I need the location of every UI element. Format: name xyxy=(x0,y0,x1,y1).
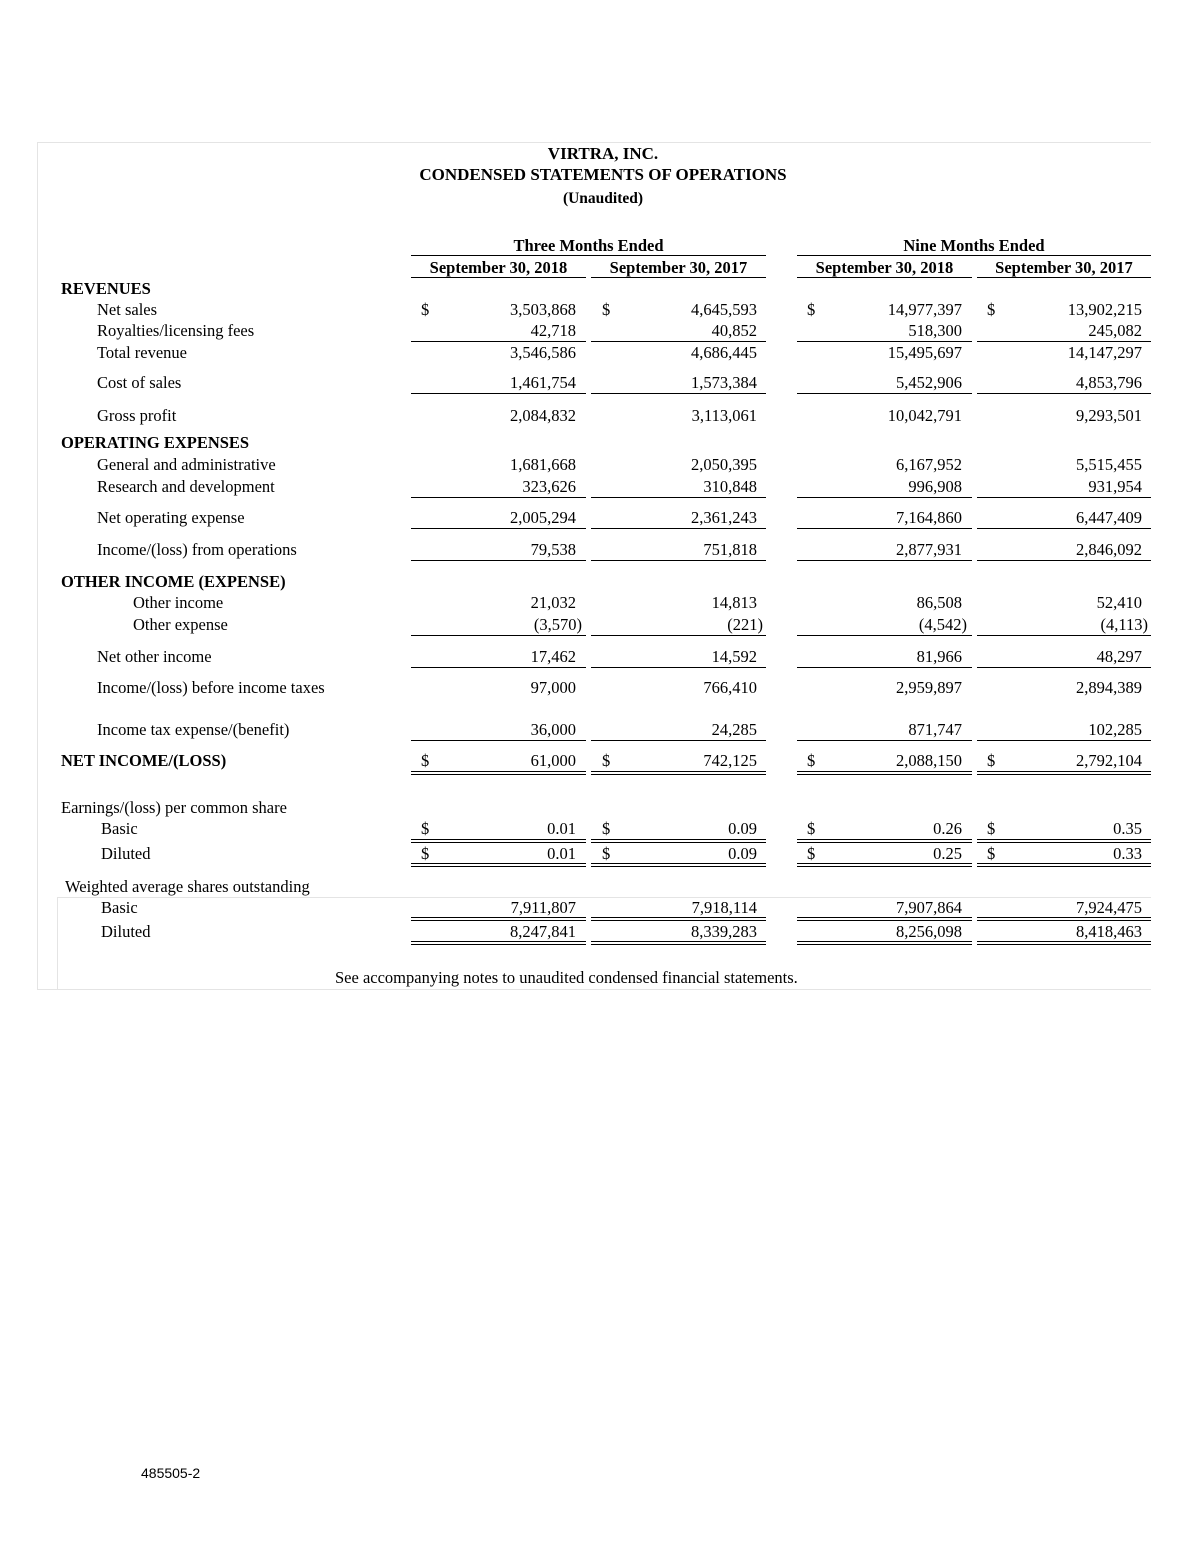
value-gross-profit-3m-2018: 2,084,832 xyxy=(510,406,576,425)
label-shares-title: Weighted average shares outstanding xyxy=(65,877,310,896)
value-cost-of-sales-3m-2018: 1,461,754 xyxy=(510,373,576,392)
value-other-income-3m-2017: 14,813 xyxy=(711,593,757,612)
value-gross-profit-3m-2017: 3,113,061 xyxy=(691,406,757,425)
value-ga-3m-2017: 2,050,395 xyxy=(691,455,757,474)
unaudited-note: (Unaudited) xyxy=(562,190,644,207)
value-net-opex-3m-2018: 2,005,294 xyxy=(510,508,576,527)
nine-months-header: Nine Months Ended xyxy=(903,236,1045,255)
dollar-sign: $ xyxy=(807,844,816,863)
value-other-income-3m-2018: 21,032 xyxy=(530,593,576,612)
value-shares-diluted-9m-2018: 8,256,098 xyxy=(896,922,962,941)
rule-shares-basic-3 xyxy=(797,917,972,921)
value-total-revenue-9m-2018: 15,495,697 xyxy=(887,343,962,362)
rule-royalties-1 xyxy=(411,341,586,342)
value-tax-3m-2018: 36,000 xyxy=(530,720,576,739)
value-net-opex-9m-2017: 6,447,409 xyxy=(1076,508,1142,527)
value-tax-9m-2017: 102,285 xyxy=(1088,720,1142,739)
rule-other-4 xyxy=(977,635,1151,636)
rule-ops-2 xyxy=(591,560,766,561)
value-cost-of-sales-9m-2017: 4,853,796 xyxy=(1076,373,1142,392)
label-gross-profit: Gross profit xyxy=(97,406,177,425)
dollar-sign: $ xyxy=(421,819,430,838)
label-income-tax: Income tax expense/(benefit) xyxy=(97,720,290,739)
value-net-income-3m-2017: 742,125 xyxy=(703,751,757,770)
rule-netincome-1 xyxy=(411,771,586,775)
rule-tax-4 xyxy=(977,740,1151,741)
value-ga-3m-2018: 1,681,668 xyxy=(510,455,576,474)
three-months-header: Three Months Ended xyxy=(513,236,664,255)
dollar-sign: $ xyxy=(807,300,816,319)
dollar-sign: $ xyxy=(602,819,611,838)
label-royalties: Royalties/licensing fees xyxy=(97,321,255,340)
dollar-sign: $ xyxy=(987,751,996,770)
col-header-3m-2018: September 30, 2018 xyxy=(429,258,568,277)
rule-shares-diluted-2 xyxy=(591,941,766,945)
value-net-income-9m-2017: 2,792,104 xyxy=(1076,751,1142,770)
rule-eps-diluted-2 xyxy=(591,863,766,867)
dollar-sign: $ xyxy=(421,300,430,319)
rule-netother-1 xyxy=(411,667,586,668)
value-eps-diluted-3m-2017: 0.09 xyxy=(728,844,757,863)
rule-cost-2 xyxy=(591,393,766,394)
value-ops-income-9m-2017: 2,846,092 xyxy=(1076,540,1142,559)
col-header-rule-1 xyxy=(411,277,586,278)
value-other-expense-9m-2018: (4,542) xyxy=(918,615,967,634)
value-shares-diluted-3m-2018: 8,247,841 xyxy=(510,922,576,941)
rule-eps-diluted-4 xyxy=(977,863,1151,867)
rule-cost-3 xyxy=(797,393,972,394)
label-net-operating-expense: Net operating expense xyxy=(97,508,245,527)
rule-eps-diluted-1 xyxy=(411,863,586,867)
rule-tax-3 xyxy=(797,740,972,741)
label-eps-diluted: Diluted xyxy=(101,844,151,863)
label-other-expense: Other expense xyxy=(133,615,228,634)
value-net-other-3m-2017: 14,592 xyxy=(711,647,757,666)
value-ga-9m-2017: 5,515,455 xyxy=(1076,455,1142,474)
value-shares-diluted-9m-2017: 8,418,463 xyxy=(1076,922,1142,941)
dollar-sign: $ xyxy=(807,819,816,838)
rule-eps-diluted-3 xyxy=(797,863,972,867)
value-other-income-9m-2018: 86,508 xyxy=(916,593,962,612)
dollar-sign: $ xyxy=(602,844,611,863)
rule-eps-basic-2 xyxy=(591,839,766,843)
label-income-from-operations: Income/(loss) from operations xyxy=(97,540,297,559)
value-royalties-3m-2017: 40,852 xyxy=(711,321,757,340)
label-income-before-taxes: Income/(loss) before income taxes xyxy=(97,678,325,697)
rule-rd-4 xyxy=(977,497,1151,498)
rule-royalties-2 xyxy=(591,341,766,342)
value-shares-basic-9m-2018: 7,907,864 xyxy=(896,898,962,917)
three-months-rule xyxy=(411,255,766,256)
value-net-income-9m-2018: 2,088,150 xyxy=(896,751,962,770)
value-tax-9m-2018: 871,747 xyxy=(908,720,962,739)
rule-opex-3 xyxy=(797,528,972,529)
value-royalties-9m-2017: 245,082 xyxy=(1088,321,1142,340)
value-cost-of-sales-9m-2018: 5,452,906 xyxy=(896,373,962,392)
value-total-revenue-3m-2017: 4,686,445 xyxy=(691,343,757,362)
rule-netincome-3 xyxy=(797,771,972,775)
value-other-expense-3m-2017: (221) xyxy=(727,615,763,634)
dollar-sign: $ xyxy=(602,751,611,770)
value-pretax-3m-2018: 97,000 xyxy=(530,678,576,697)
value-rd-9m-2018: 996,908 xyxy=(908,477,962,496)
rule-rd-1 xyxy=(411,497,586,498)
label-research-dev: Research and development xyxy=(97,477,275,496)
value-net-sales-9m-2017: 13,902,215 xyxy=(1067,300,1142,319)
value-net-sales-9m-2018: 14,977,397 xyxy=(887,300,962,319)
rule-other-3 xyxy=(797,635,972,636)
col-header-9m-2017: September 30, 2017 xyxy=(995,258,1133,277)
rule-opex-1 xyxy=(411,528,586,529)
col-header-rule-2 xyxy=(591,277,766,278)
value-rd-3m-2018: 323,626 xyxy=(522,477,576,496)
col-header-9m-2018: September 30, 2018 xyxy=(815,258,954,277)
rule-netother-2 xyxy=(591,667,766,668)
value-shares-basic-3m-2018: 7,911,807 xyxy=(510,898,576,917)
col-header-3m-2017: September 30, 2017 xyxy=(609,258,748,277)
value-net-other-9m-2018: 81,966 xyxy=(916,647,962,666)
value-pretax-3m-2017: 766,410 xyxy=(703,678,757,697)
value-royalties-9m-2018: 518,300 xyxy=(908,321,962,340)
value-gross-profit-9m-2018: 10,042,791 xyxy=(887,406,962,425)
value-ga-9m-2018: 6,167,952 xyxy=(896,455,962,474)
rule-cost-4 xyxy=(977,393,1151,394)
value-eps-diluted-9m-2018: 0.25 xyxy=(933,844,962,863)
rule-royalties-3 xyxy=(797,341,972,342)
document-code: 485505-2 xyxy=(141,1465,201,1481)
value-net-other-3m-2018: 17,462 xyxy=(530,647,576,666)
label-eps-basic: Basic xyxy=(101,819,138,838)
dollar-sign: $ xyxy=(421,844,430,863)
label-net-other-income: Net other income xyxy=(97,647,212,666)
value-rd-3m-2017: 310,848 xyxy=(703,477,757,496)
label-shares-diluted: Diluted xyxy=(101,922,151,941)
rule-shares-basic-2 xyxy=(591,917,766,921)
rule-tax-1 xyxy=(411,740,586,741)
label-general-admin: General and administrative xyxy=(97,455,276,474)
value-ops-income-3m-2017: 751,818 xyxy=(703,540,757,559)
company-name: VIRTRA, INC. xyxy=(547,144,659,163)
rule-netincome-2 xyxy=(591,771,766,775)
rule-shares-diluted-4 xyxy=(977,941,1151,945)
value-shares-basic-9m-2017: 7,924,475 xyxy=(1076,898,1142,917)
label-eps-title: Earnings/(loss) per common share xyxy=(61,798,287,817)
value-ops-income-9m-2018: 2,877,931 xyxy=(896,540,962,559)
rule-ops-1 xyxy=(411,560,586,561)
value-net-sales-3m-2018: 3,503,868 xyxy=(510,300,576,319)
rule-shares-basic-1 xyxy=(411,917,586,921)
rule-cost-1 xyxy=(411,393,586,394)
dollar-sign: $ xyxy=(421,751,430,770)
value-net-sales-3m-2017: 4,645,593 xyxy=(691,300,757,319)
rule-shares-diluted-3 xyxy=(797,941,972,945)
value-total-revenue-3m-2018: 3,546,586 xyxy=(510,343,576,362)
rule-shares-diluted-1 xyxy=(411,941,586,945)
value-eps-basic-9m-2017: 0.35 xyxy=(1113,819,1142,838)
value-ops-income-3m-2018: 79,538 xyxy=(530,540,576,559)
col-header-rule-3 xyxy=(797,277,972,278)
value-eps-basic-9m-2018: 0.26 xyxy=(933,819,962,838)
rule-shares-basic-4 xyxy=(977,917,1151,921)
nine-months-rule xyxy=(797,255,1151,256)
label-net-sales: Net sales xyxy=(97,300,158,319)
value-cost-of-sales-3m-2017: 1,573,384 xyxy=(691,373,757,392)
value-rd-9m-2017: 931,954 xyxy=(1088,477,1142,496)
label-shares-basic: Basic xyxy=(101,898,138,917)
value-net-income-3m-2018: 61,000 xyxy=(530,751,576,770)
label-other-income: Other income xyxy=(133,593,224,612)
dollar-sign: $ xyxy=(987,300,996,319)
col-header-rule-4 xyxy=(977,277,1151,278)
rule-other-2 xyxy=(591,635,766,636)
value-other-expense-3m-2018: (3,570) xyxy=(533,615,582,634)
value-other-expense-9m-2017: (4,113) xyxy=(1100,615,1148,634)
section-revenues: REVENUES xyxy=(61,279,151,298)
value-tax-3m-2017: 24,285 xyxy=(711,720,757,739)
dollar-sign: $ xyxy=(807,751,816,770)
rule-other-1 xyxy=(411,635,586,636)
rule-netincome-4 xyxy=(977,771,1151,775)
dollar-sign: $ xyxy=(602,300,611,319)
rule-opex-2 xyxy=(591,528,766,529)
value-pretax-9m-2018: 2,959,897 xyxy=(896,678,962,697)
rule-rd-3 xyxy=(797,497,972,498)
value-net-opex-3m-2017: 2,361,243 xyxy=(691,508,757,527)
value-shares-basic-3m-2017: 7,918,114 xyxy=(691,898,757,917)
value-royalties-3m-2018: 42,718 xyxy=(530,321,576,340)
dollar-sign: $ xyxy=(987,844,996,863)
value-gross-profit-9m-2017: 9,293,501 xyxy=(1076,406,1142,425)
label-net-income: NET INCOME/(LOSS) xyxy=(61,751,227,770)
label-total-revenue: Total revenue xyxy=(97,343,188,362)
rule-eps-basic-1 xyxy=(411,839,586,843)
rule-eps-basic-3 xyxy=(797,839,972,843)
rule-rd-2 xyxy=(591,497,766,498)
value-net-opex-9m-2018: 7,164,860 xyxy=(896,508,962,527)
value-eps-basic-3m-2017: 0.09 xyxy=(728,819,757,838)
section-other-income: OTHER INCOME (EXPENSE) xyxy=(61,572,286,591)
value-eps-basic-3m-2018: 0.01 xyxy=(547,819,576,838)
rule-ops-4 xyxy=(977,560,1151,561)
rule-opex-4 xyxy=(977,528,1151,529)
dollar-sign: $ xyxy=(987,819,996,838)
value-shares-diluted-3m-2017: 8,339,283 xyxy=(691,922,757,941)
value-pretax-9m-2017: 2,894,389 xyxy=(1076,678,1142,697)
rule-netother-3 xyxy=(797,667,972,668)
value-total-revenue-9m-2017: 14,147,297 xyxy=(1067,343,1142,362)
value-eps-diluted-9m-2017: 0.33 xyxy=(1113,844,1142,863)
value-net-other-9m-2017: 48,297 xyxy=(1096,647,1142,666)
rule-tax-2 xyxy=(591,740,766,741)
value-eps-diluted-3m-2018: 0.01 xyxy=(547,844,576,863)
rule-netother-4 xyxy=(977,667,1151,668)
rule-eps-basic-4 xyxy=(977,839,1151,843)
rule-ops-3 xyxy=(797,560,972,561)
value-other-income-9m-2017: 52,410 xyxy=(1096,593,1142,612)
footnote: See accompanying notes to unaudited condensed financial statements. xyxy=(335,968,798,987)
label-cost-of-sales: Cost of sales xyxy=(97,373,182,392)
rule-royalties-4 xyxy=(977,341,1151,342)
section-operating-expenses: OPERATING EXPENSES xyxy=(61,433,250,452)
statement-title: CONDENSED STATEMENTS OF OPERATIONS xyxy=(419,165,787,184)
